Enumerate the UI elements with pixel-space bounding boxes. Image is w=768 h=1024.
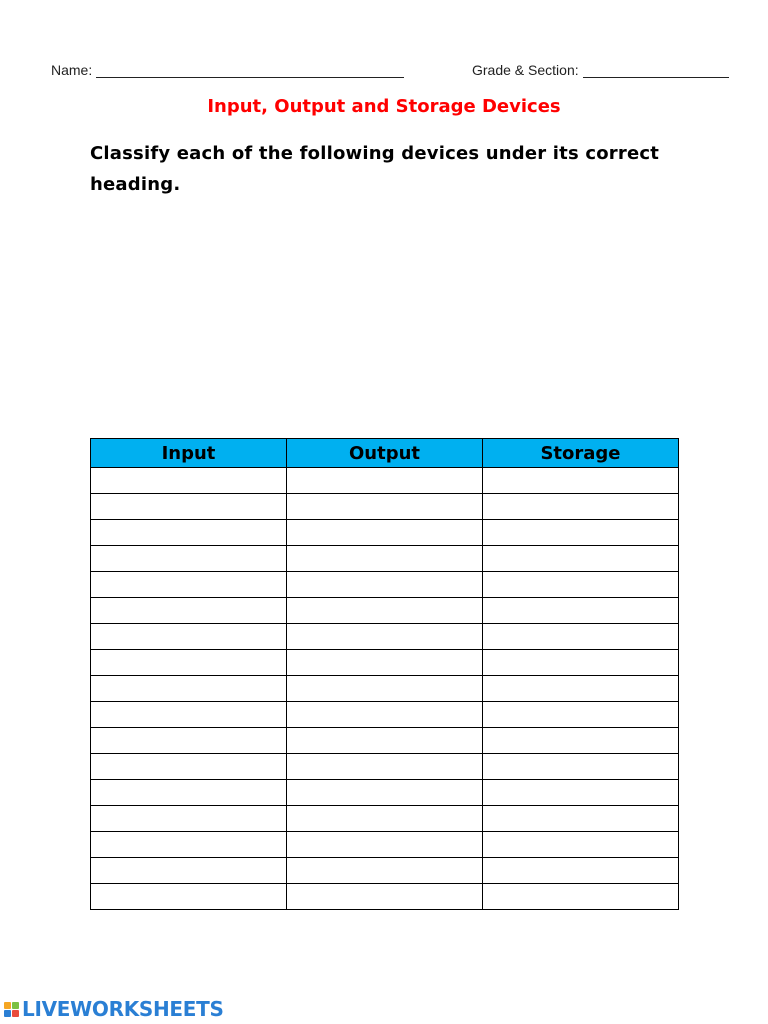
input-answer-cell[interactable]: [91, 858, 287, 884]
table-row: [91, 598, 679, 624]
liveworksheets-logo: [4, 997, 224, 1021]
name-field[interactable]: [51, 62, 404, 78]
table-row: [91, 520, 679, 546]
input-answer-cell[interactable]: [91, 546, 287, 572]
table-row: [91, 546, 679, 572]
output-answer-cell[interactable]: [287, 598, 483, 624]
input-answer-cell[interactable]: [91, 676, 287, 702]
input-answer-cell[interactable]: [91, 598, 287, 624]
header-storage: Storage: [483, 439, 679, 468]
name-label: Name:: [51, 62, 93, 78]
liveworksheets-logo-text: LIVEWORKSHEETS: [22, 997, 224, 1021]
input-answer-cell[interactable]: [91, 572, 287, 598]
input-answer-cell[interactable]: [91, 780, 287, 806]
storage-answer-cell[interactable]: [483, 832, 679, 858]
output-answer-cell[interactable]: [287, 780, 483, 806]
input-answer-cell[interactable]: [91, 702, 287, 728]
liveworksheets-logo-icon: [4, 1002, 19, 1017]
table-row: [91, 676, 679, 702]
output-answer-cell[interactable]: [287, 468, 483, 494]
table-row: [91, 650, 679, 676]
output-answer-cell[interactable]: [287, 702, 483, 728]
storage-answer-cell[interactable]: [483, 884, 679, 910]
storage-answer-cell[interactable]: [483, 858, 679, 884]
storage-answer-cell[interactable]: [483, 520, 679, 546]
storage-answer-cell[interactable]: [483, 598, 679, 624]
table-row: [91, 624, 679, 650]
output-answer-cell[interactable]: [287, 546, 483, 572]
header-input: Input: [91, 439, 287, 468]
input-answer-cell[interactable]: [91, 754, 287, 780]
input-answer-cell[interactable]: [91, 624, 287, 650]
table-row: [91, 806, 679, 832]
input-answer-cell[interactable]: [91, 520, 287, 546]
table-row: [91, 572, 679, 598]
output-answer-cell[interactable]: [287, 572, 483, 598]
storage-answer-cell[interactable]: [483, 572, 679, 598]
table-header-row: [91, 439, 679, 468]
table-row: [91, 832, 679, 858]
name-blank-line[interactable]: [96, 63, 404, 78]
output-answer-cell[interactable]: [287, 676, 483, 702]
output-answer-cell[interactable]: [287, 624, 483, 650]
input-answer-cell[interactable]: [91, 806, 287, 832]
output-answer-cell[interactable]: [287, 832, 483, 858]
instruction-text: Classify each of the following devices under its correct heading.: [90, 143, 660, 195]
table-row: [91, 858, 679, 884]
table-row: [91, 754, 679, 780]
output-answer-cell[interactable]: [287, 728, 483, 754]
input-answer-cell[interactable]: [91, 832, 287, 858]
output-answer-cell[interactable]: [287, 806, 483, 832]
header-output: Output: [287, 439, 483, 468]
grade-section-blank-line[interactable]: [583, 63, 729, 78]
storage-answer-cell[interactable]: [483, 728, 679, 754]
input-answer-cell[interactable]: [91, 650, 287, 676]
output-answer-cell[interactable]: [287, 858, 483, 884]
grade-section-label: Grade & Section:: [472, 62, 579, 78]
input-answer-cell[interactable]: [91, 468, 287, 494]
output-answer-cell[interactable]: [287, 520, 483, 546]
storage-answer-cell[interactable]: [483, 676, 679, 702]
table-row: [91, 884, 679, 910]
storage-answer-cell[interactable]: [483, 702, 679, 728]
grade-section-field[interactable]: [472, 62, 729, 78]
input-answer-cell[interactable]: [91, 884, 287, 910]
input-answer-cell[interactable]: [91, 728, 287, 754]
storage-answer-cell[interactable]: [483, 624, 679, 650]
table-row: [91, 468, 679, 494]
storage-answer-cell[interactable]: [483, 780, 679, 806]
table-row: [91, 728, 679, 754]
table-row: [91, 494, 679, 520]
storage-answer-cell[interactable]: [483, 806, 679, 832]
storage-answer-cell[interactable]: [483, 546, 679, 572]
table-row: [91, 780, 679, 806]
table-body: [91, 468, 679, 910]
storage-answer-cell[interactable]: [483, 754, 679, 780]
output-answer-cell[interactable]: [287, 494, 483, 520]
storage-answer-cell[interactable]: [483, 494, 679, 520]
storage-answer-cell[interactable]: [483, 468, 679, 494]
output-answer-cell[interactable]: [287, 754, 483, 780]
output-answer-cell[interactable]: [287, 884, 483, 910]
table-row: [91, 702, 679, 728]
input-answer-cell[interactable]: [91, 494, 287, 520]
worksheet-title: Input, Output and Storage Devices: [207, 96, 561, 117]
output-answer-cell[interactable]: [287, 650, 483, 676]
storage-answer-cell[interactable]: [483, 650, 679, 676]
classification-table: [90, 438, 679, 910]
